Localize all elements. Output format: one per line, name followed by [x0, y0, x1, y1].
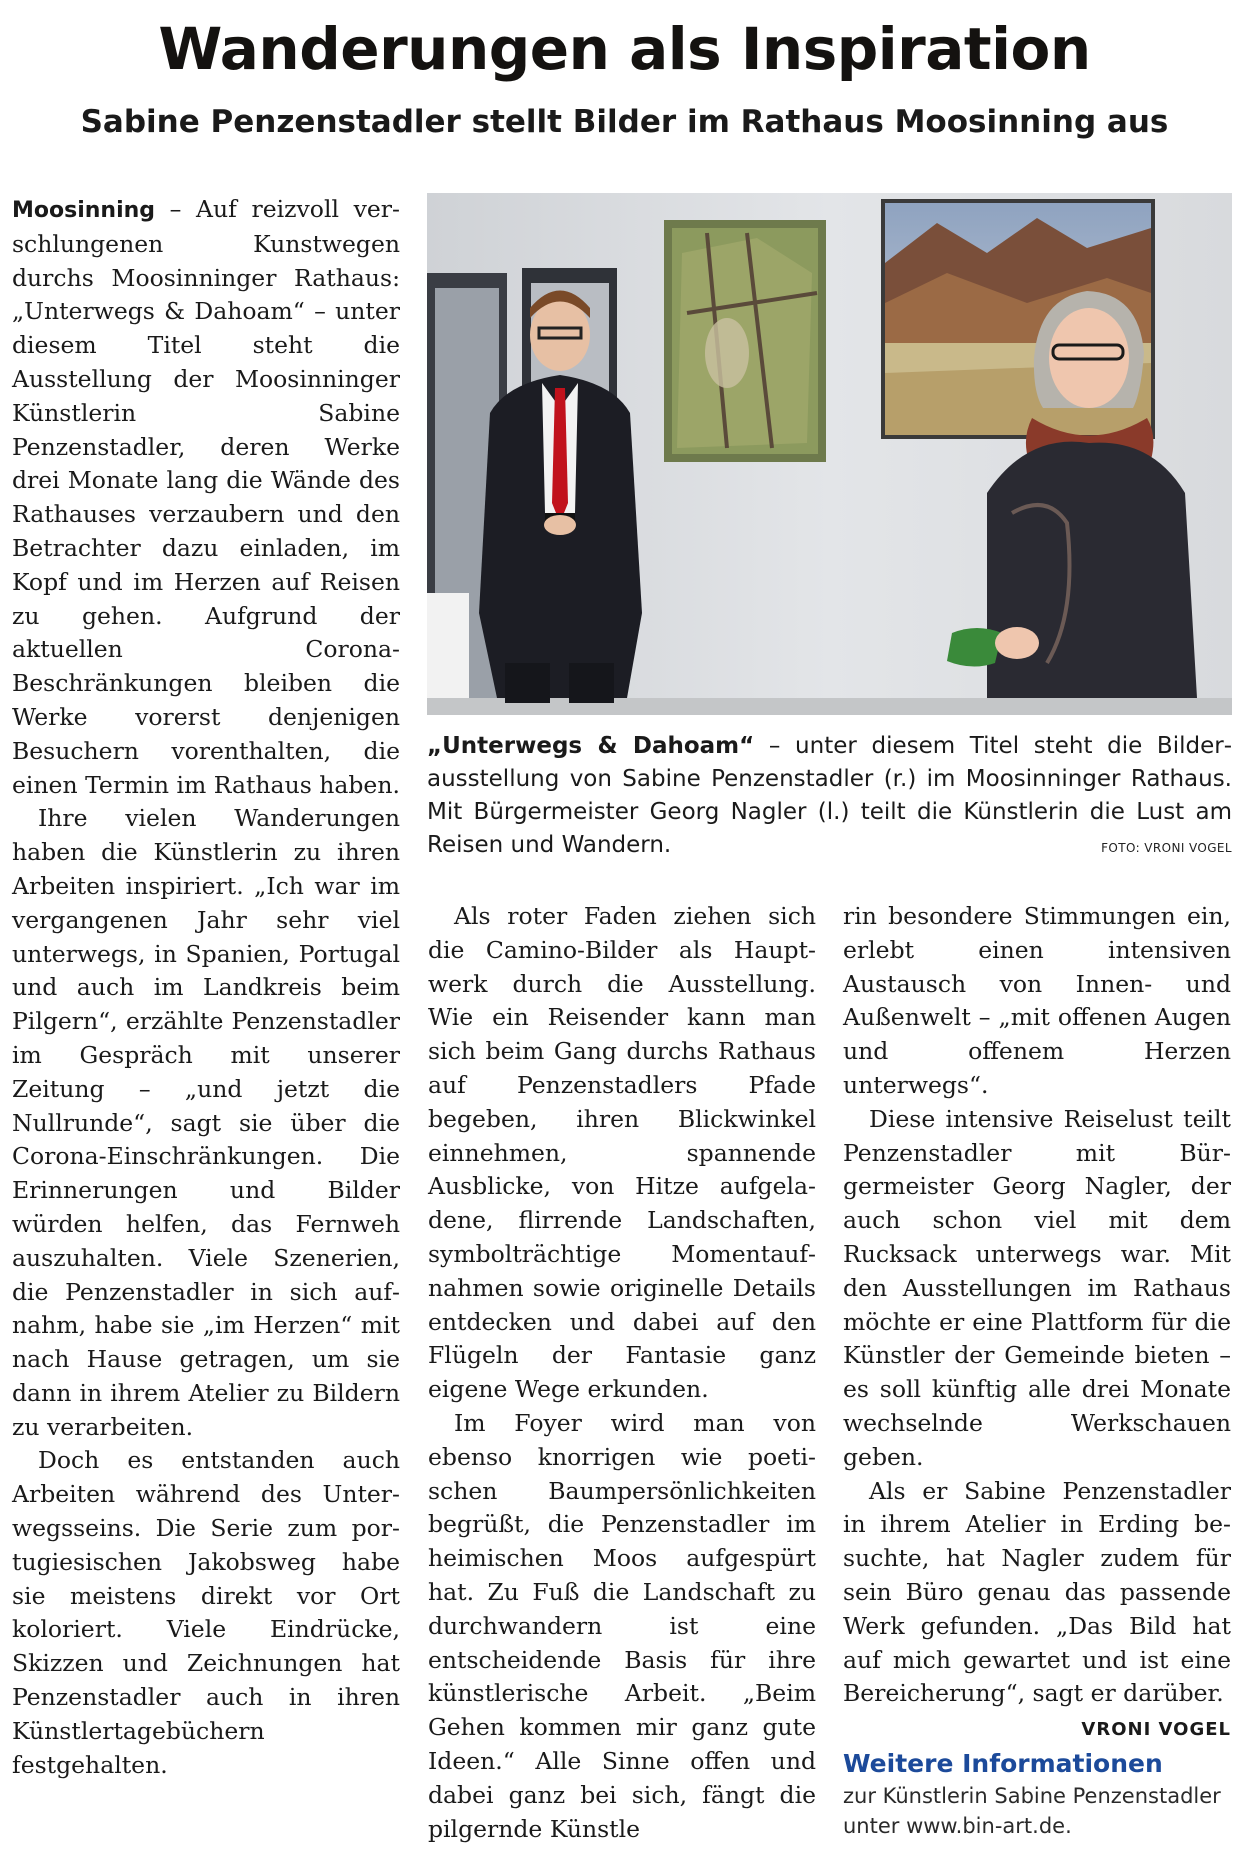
headline: Wanderungen als Inspiration	[158, 15, 1091, 83]
paragraph: rin besondere Stimmungen ein, erlebt einen intensiven Austausch von Innen- und Außenwelt – „mit offenen Augen und offenem Herzen unterwegs“.	[843, 902, 1231, 1099]
paragraph: Im Foyer wird man von ebenso knorrigen wie poetischen Baumpersönlichkeiten begrüßt, die Penzenstadler im heimischen Moos aufgespürt hat. Zu Fuß die Landschaft zu durchwandern ist eine entscheidende Basis für ihre künstlerische Arbeit. „Beim Gehen kommen mir ganz gute Ideen.“ Alle Sinne offen und dabei ganz bei sich, fängt die pilgernde Künstle	[428, 1408, 816, 1843]
paragraph: Diese intensive Reiselust teilt Penzenstadler mit Bürgermeister Georg Nagler, der auch schon viel mit dem Rucksack unterwegs war. Mit den Ausstellungen im Rathaus möchte er eine Plattform für die Künstler der Gemeinde bieten – es soll künftig alle drei Monate wechselnde Werkschauen geben.	[843, 1104, 1231, 1471]
paragraph	[843, 1475, 1231, 1741]
byline: VRONI VOGEL	[1081, 1719, 1231, 1741]
caption-lead: „Unterwegs & Dahoam“	[427, 733, 755, 759]
photo-credit: FOTO: VRONI VOGEL	[1101, 841, 1232, 855]
caption-text: – unter diesem Titel steht die Bilderausstellung von Sabine Penzenstadler (r.) im Moosinninger Rathaus. Mit Bürgermeister Georg Nagler (l.) teilt die Künstlerin die Lust am Reisen und Wandern.	[427, 733, 1232, 858]
paragraph: Ihre vielen Wanderungen haben die Künstlerin zu ihren Arbeiten inspiriert. „Ich war im vergangenen Jahr sehr viel unterwegs, in Spanien, Portugal und auch im Landkreis beim Pilgern“, erzählte Penzenstadler im Gespräch mit unserer Zeitung – „und jetzt die Nullrunde“, sagt sie über die Corona-Einschränkungen. Die Erinnerungen und Bilder würden helfen, das Fernweh auszuhalten. Viele Szenerien, die Penzenstadler in sich aufnahm, habe sie „im Herzen“ mit nach Hause getragen, um sie dann in ihrem Atelier zu Bildern zu verarbeiten.	[12, 804, 400, 1441]
article-photo	[427, 193, 1232, 715]
paragraph-text: Als er Sabine Penzenstadler in ihrem Atelier in Erding besuchte, hat Nagler zudem für sein Büro genau das passende Werk gefunden. „Das Bild hat auf mich gewartet und ist eine Bereicherung“, sagt er darüber.	[843, 1476, 1231, 1708]
article-column-2	[428, 900, 816, 1846]
dateline: Moosinning	[12, 198, 156, 223]
article-column-3	[843, 900, 1231, 1841]
info-box	[843, 1747, 1231, 1841]
paragraph-text: – Auf reizvoll verschlungenen Kunstwegen durchs Moosinninger Rathaus: „Unterwegs & Dahoam“ – unter diesem Titel steht die Ausstellung der Moosinninger Künstlerin Sabine Penzenstadler, deren Werke drei Monate lang die Wände des Rathauses verzaubern und den Betrachter dazu einladen, im Kopf und im Herzen auf Reisen zu gehen. Aufgrund der aktuellen Corona-Beschränkungen bleiben die Werke vorerst denjenigen Besuchern vorenthalten, die einen Termin im Rathaus haben.	[12, 195, 400, 799]
paragraph	[12, 193, 400, 802]
info-box-text: zur Künstlerin Sabine Penzenstadler unter www.bin-art.de.	[843, 1783, 1221, 1838]
paragraph: Doch es entstanden auch Arbeiten während des Unterwegsseins. Die Serie zum portugiesischen Jakobsweg habe sie meistens direkt vor Ort koloriert. Viele Eindrücke, Skizzen und Zeichnungen hat Penzenstadler auch in ihren Künstlertagebüchern festgehalten.	[12, 1446, 400, 1779]
info-box-title: Weitere Informationen	[843, 1748, 1163, 1778]
article-column-1	[12, 193, 400, 1782]
subheadline: Sabine Penzenstadler stellt Bilder im Rathaus Moosinning aus	[80, 104, 1169, 140]
paragraph: Als roter Faden ziehen sich die Camino-Bilder als Hauptwerk durch die Ausstellung. Wie ein Reisender kann man sich beim Gang durchs Rathaus auf Penzenstadlers Pfade begeben, ihren Blickwinkel einnehmen, spannende Ausblicke, von Hitze aufgeladene, flirrende Landschaften, symbolträchtige Momentaufnahmen sowie originelle Details entdecken und dabei auf den Flügeln der Fantasie ganz eigene Wege erkunden.	[428, 902, 816, 1404]
